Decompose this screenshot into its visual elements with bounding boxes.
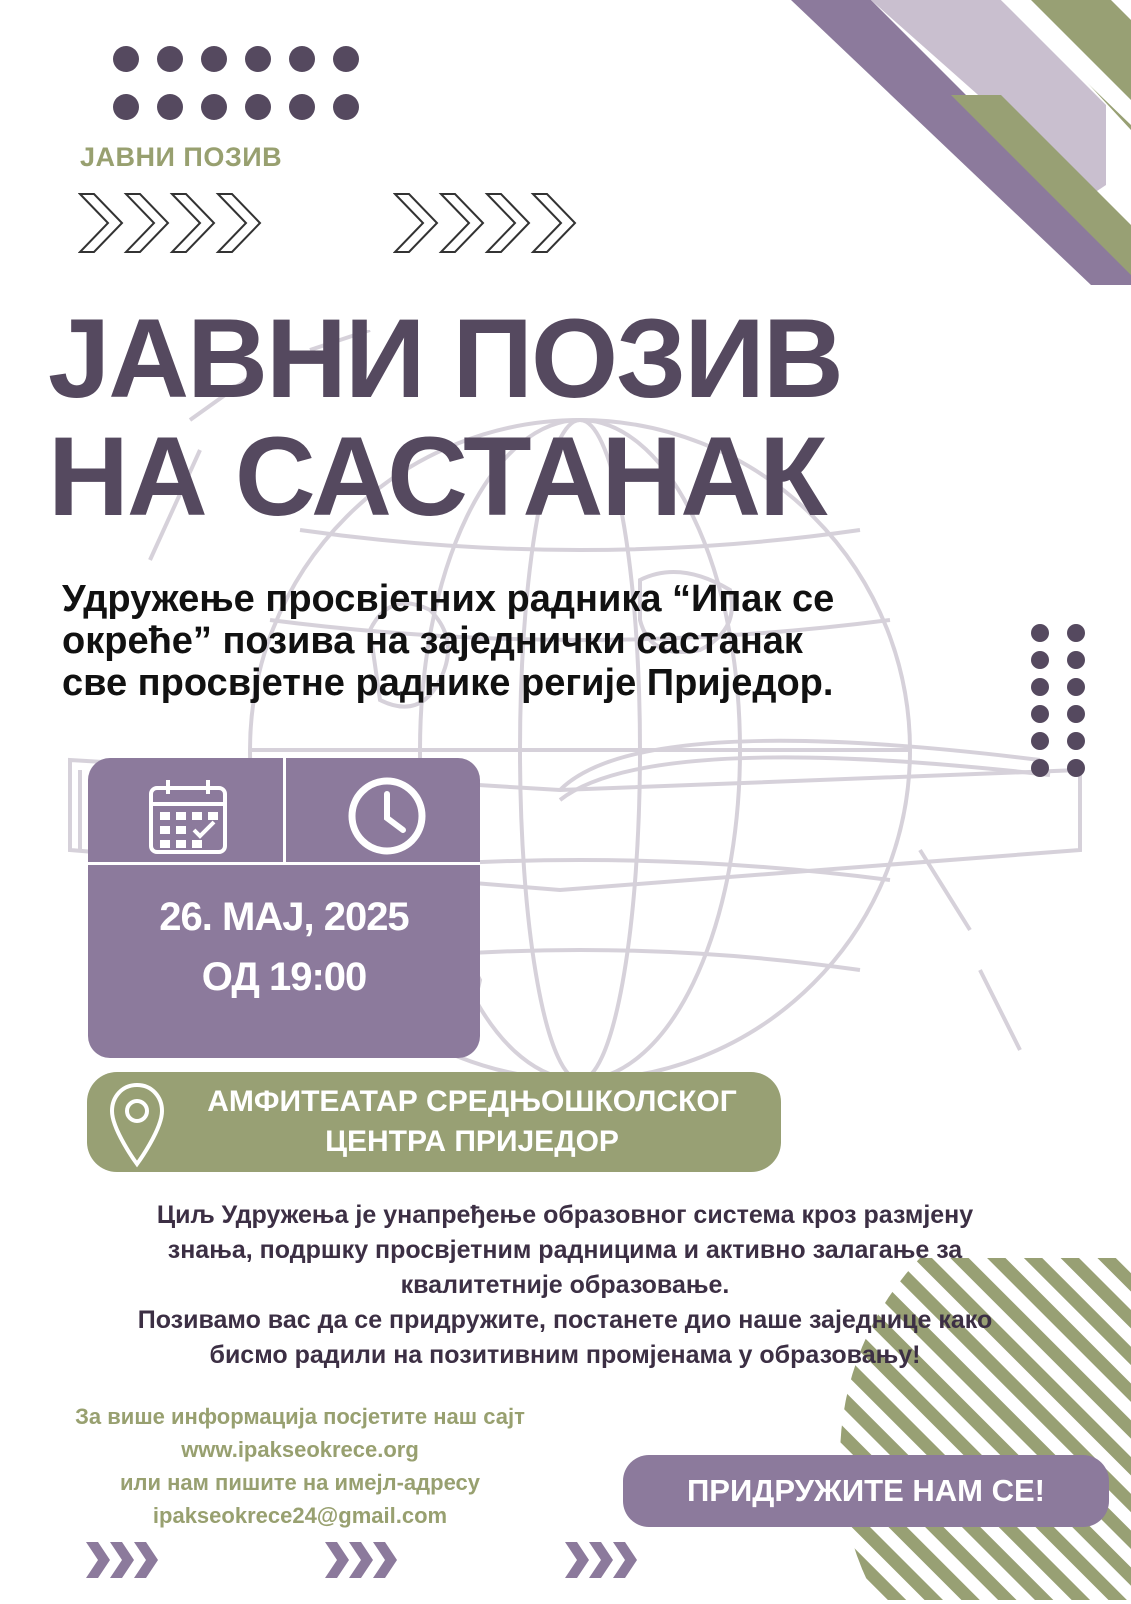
body-line: бисмо радили на позитивним промјенама у образовању! bbox=[209, 1341, 921, 1369]
event-time: ОД 19:00 bbox=[201, 955, 367, 999]
email-link[interactable]: ipakseokrece24@gmail.com bbox=[152, 1503, 448, 1528]
website-link[interactable]: www.ipakseokrece.org bbox=[181, 1437, 419, 1462]
triple-chevron-icon bbox=[565, 1542, 639, 1582]
body-line: Циљ Удружења је унапређење образовног система кроз размјену bbox=[156, 1201, 974, 1229]
contact-info bbox=[40, 1400, 560, 1532]
venue-line: ЦЕНТРА ПРИЈЕДОР bbox=[325, 1125, 619, 1158]
decorative-diagonal-stripes bbox=[791, 0, 1131, 289]
card-divider bbox=[88, 862, 480, 865]
join-us-button[interactable]: ПРИДРУЖИТЕ НАМ СЕ! bbox=[623, 1455, 1109, 1527]
triple-chevron-icon bbox=[86, 1542, 160, 1582]
lead-paragraph bbox=[62, 578, 942, 704]
decorative-dot-grid bbox=[112, 45, 362, 125]
body-line: Позивамо вас да се придружите, постанете дио наше заједнице како bbox=[137, 1306, 993, 1334]
contact-line: За више информација посјетите наш сајт bbox=[75, 1404, 525, 1429]
body-paragraph bbox=[50, 1198, 1080, 1373]
contact-line: или нам пишите на имејл-адресу bbox=[120, 1470, 480, 1495]
venue-name bbox=[182, 1082, 762, 1162]
body-line: знања, подршку просвјетним радницима и активно залагање за bbox=[167, 1236, 963, 1264]
page-title-line-1: ЈАВНИ ПОЗИВ bbox=[48, 296, 842, 421]
decorative-dot-column bbox=[1029, 622, 1089, 786]
page-title bbox=[48, 296, 1048, 539]
venue-line: АМФИТЕАТАР СРЕДЊОШКОЛСКОГ bbox=[207, 1085, 737, 1118]
triple-chevron-icon bbox=[325, 1542, 399, 1582]
lead-line: све просвјетне раднике регије Приједор. bbox=[62, 662, 834, 704]
lead-line: окреће” позива на заједнички састанак bbox=[62, 620, 803, 662]
event-date: 26. МАЈ, 2025 bbox=[159, 895, 409, 939]
location-pin-icon bbox=[109, 1082, 165, 1172]
calendar-icon bbox=[148, 778, 228, 860]
small-title: ЈАВНИ ПОЗИВ bbox=[80, 142, 283, 172]
card-divider bbox=[283, 758, 286, 862]
event-date-card bbox=[88, 758, 480, 1058]
event-venue bbox=[87, 1072, 781, 1172]
chevron-outline-icon bbox=[393, 192, 578, 258]
clock-icon bbox=[347, 776, 427, 860]
lead-line: Удружење просвјетних радника “Ипак се bbox=[62, 578, 835, 620]
page-title-line-2: НА САСТАНАК bbox=[48, 414, 826, 539]
chevron-outline-icon bbox=[78, 192, 263, 258]
body-line: квалитетније образовање. bbox=[400, 1271, 730, 1299]
